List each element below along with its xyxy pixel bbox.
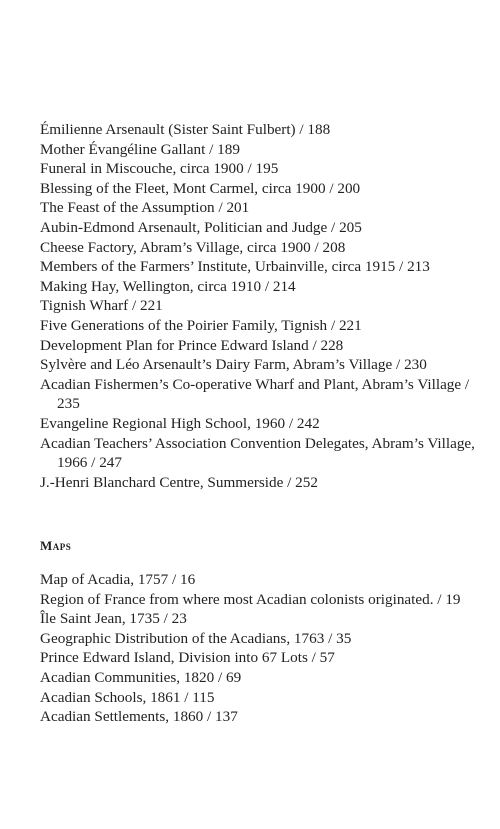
list-item: Île Saint Jean, 1735 / 23 (40, 610, 187, 628)
list-item: Cheese Factory, Abram’s Village, circa 1900 / 208 (40, 238, 346, 256)
list-item: Prince Edward Island, Division into 67 Lots / 57 (40, 649, 335, 667)
list-item: Acadian Fishermen’s Co-operative Wharf and Plant, Abram’s Village / 235 (40, 375, 470, 413)
list-item: Émilienne Arsenault (Sister Saint Fulbert) / 188 (40, 121, 331, 138)
list-item: Acadian Settlements, 1860 / 137 (40, 708, 238, 726)
list-item: Acadian Communities, 1820 / 69 (40, 668, 242, 686)
maps-section-heading: Maps (40, 538, 72, 553)
list-item: Making Hay, Wellington, circa 1910 / 214 (40, 277, 296, 295)
list-item: Acadian Teachers’ Association Convention Delegates, Abram’s Village, 1966 / 247 (40, 434, 475, 472)
list-item: Five Generations of the Poirier Family, Tignish / 221 (40, 316, 362, 334)
illustrations-list (40, 120, 480, 492)
list-item: Mother Évangéline Gallant / 189 (40, 140, 240, 158)
list-item: Blessing of the Fleet, Mont Carmel, circa 1900 / 200 (40, 179, 361, 197)
list-item: Geographic Distribution of the Acadians, 1763 / 35 (40, 629, 352, 647)
list-item: Development Plan for Prince Edward Island / 228 (40, 336, 344, 354)
list-item: Acadian Schools, 1861 / 115 (40, 688, 215, 706)
list-item: Region of France from where most Acadian colonists originated. / 19 (40, 590, 461, 608)
list-item: Tignish Wharf / 221 (40, 297, 163, 315)
list-item: Map of Acadia, 1757 / 16 (40, 571, 196, 588)
list-item: Sylvère and Léo Arsenault’s Dairy Farm, Abram’s Village / 230 (40, 356, 427, 374)
list-item: The Feast of the Assumption / 201 (40, 199, 250, 217)
list-item: Members of the Farmers’ Institute, Urbainville, circa 1915 / 213 (40, 258, 430, 276)
list-item: J.-Henri Blanchard Centre, Summerside / 252 (40, 473, 318, 491)
maps-list (40, 570, 480, 727)
list-item: Aubin-Edmond Arsenault, Politician and Judge / 205 (40, 218, 362, 236)
list-item: Funeral in Miscouche, circa 1900 / 195 (40, 160, 279, 178)
list-item: Evangeline Regional High School, 1960 / 242 (40, 414, 320, 432)
